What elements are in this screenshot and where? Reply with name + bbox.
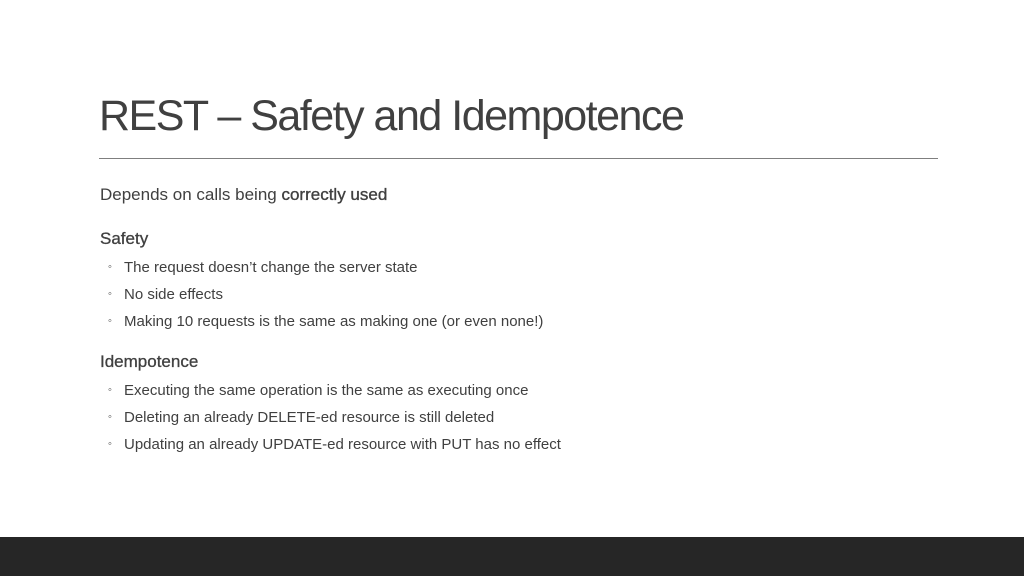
- bullet-circle-icon: ◦: [108, 315, 112, 327]
- list-item-text: No side effects: [124, 286, 223, 303]
- intro-emphasis: correctly used: [281, 185, 388, 204]
- title-divider: [99, 158, 938, 159]
- bullet-list-safety: [100, 254, 930, 335]
- slide-title: REST – Safety and Idempotence: [99, 92, 684, 140]
- bullet-circle-icon: ◦: [108, 384, 112, 396]
- bullet-circle-icon: ◦: [108, 411, 112, 423]
- intro-line: [100, 182, 930, 208]
- bullet-list-idempotence: [100, 377, 930, 458]
- list-item-text: Updating an already UPDATE-ed resource with PUT has no effect: [124, 436, 561, 453]
- bullet-circle-icon: ◦: [108, 438, 112, 450]
- footer-bar: [0, 537, 1024, 576]
- list-item: [100, 281, 930, 308]
- list-item: [100, 404, 930, 431]
- slide-content: [100, 182, 930, 458]
- bullet-circle-icon: ◦: [108, 261, 112, 273]
- list-item: [100, 377, 930, 404]
- list-item-text: Deleting an already DELETE-ed resource is still deleted: [124, 409, 495, 426]
- list-item: [100, 431, 930, 458]
- list-item-text: Making 10 requests is the same as making one (or even none!): [124, 313, 544, 330]
- section-heading-idempotence: Idempotence: [100, 352, 199, 371]
- intro-text: Depends on calls being: [100, 185, 282, 204]
- bullet-circle-icon: ◦: [108, 288, 112, 300]
- list-item-text: The request doesn’t change the server state: [124, 259, 418, 276]
- section-heading-safety: Safety: [100, 229, 149, 248]
- list-item: [100, 254, 930, 281]
- list-item: [100, 308, 930, 335]
- list-item-text: Executing the same operation is the same as executing once: [124, 382, 529, 399]
